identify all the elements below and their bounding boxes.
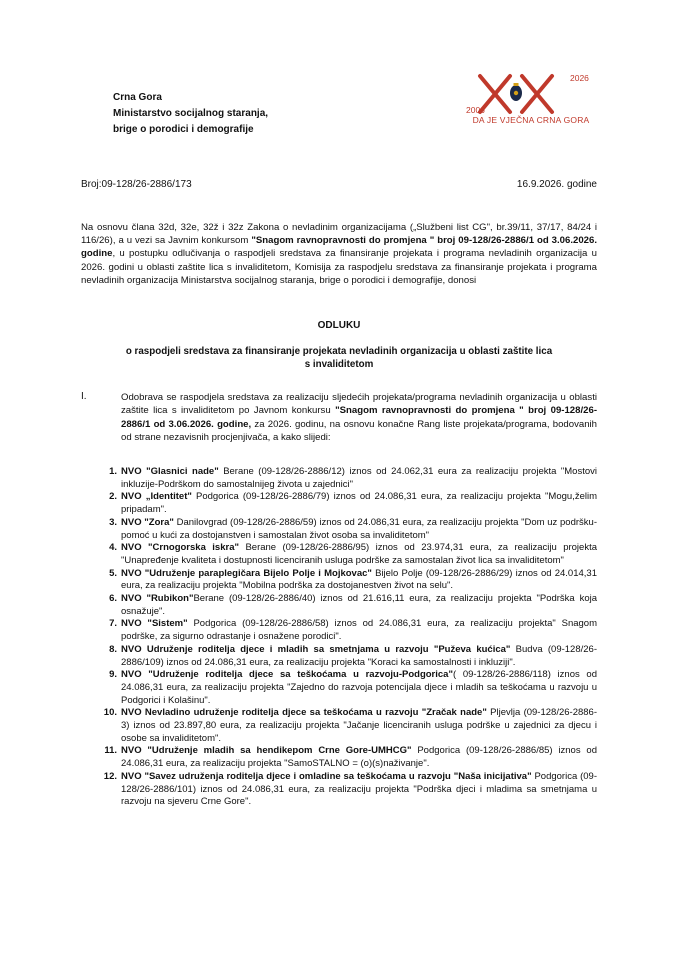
item-number: 11. xyxy=(104,745,117,757)
logo-year-end: 2026 xyxy=(570,73,589,83)
item-organization: NVO "Savez udruženja roditelja djece i omladine sa teškoćama u razvoju "Naša inicijativa" xyxy=(121,770,532,782)
header-ministry: Ministarstvo socijalnog staranja, xyxy=(113,108,269,119)
intro-text-cont: , u postupku odlučivanja o raspodjeli sredstava za finansiranje projekata i programa nevladinih organizacija u 2026. godini u oblasti zaštite lica s invaliditetom, Komisija za raspodjelu sredstava za finansiranje projekata i programa nevladinih organizacija Ministarstva socijalnog staranja, brige o porodici i demografije, donosi xyxy=(81,248,597,286)
item-details: Danilovgrad (09-128/26-2886/59) iznos od 24.086,31 eura, za realizaciju projekta "Dom uz podršku- pomoć u kući za dostojanstven i samostalan život osoba sa invaliditetom" xyxy=(121,516,597,541)
item-number: 10. xyxy=(103,707,117,719)
anniversary-logo xyxy=(466,72,596,132)
list-item xyxy=(97,593,597,618)
item-organization: NVO „Identitet" xyxy=(121,491,192,503)
decision-subtitle xyxy=(81,346,597,371)
item-number: 2. xyxy=(109,491,117,503)
item-organization: NVO "Rubikon" xyxy=(121,593,194,605)
decision-title: ODLUKU xyxy=(317,320,361,331)
item-number: 9. xyxy=(109,669,117,681)
section-text-cont: za 2026. godinu, na osnovu konačne Rang liste projekata/programa, bodovanih od strane nezavisnih procjenjivača, a kako slijedi: xyxy=(121,418,598,443)
coat-of-arms-icon xyxy=(510,83,522,101)
item-details: Berane (09-128/26-2886/40) iznos od 21.616,11 eura, za realizaciju projekta "Podrška koja osnažuje". xyxy=(121,593,597,617)
list-item xyxy=(97,644,597,669)
item-organization: NVO "Udruženje mladih sa hendikepom Crne Gore-UMHCG" xyxy=(121,745,412,757)
document-date: 16.9.2026. godine xyxy=(516,179,597,190)
section-competition-ref: "Snagom ravnopravnosti do promjena " broj 09-128/26-2886/1 od 3.06.2026. godine, xyxy=(121,405,598,430)
item-details: Podgorica (09-128/26-2886/58) iznos od 24.086,31 eura, za realizaciju projekta" Snagom podrške, za sigurno odrastanje i osnažene porodici". xyxy=(121,618,598,643)
item-details: Podgorica (09-128/26-2886/101) iznos od 24.086,31 eura, za realizaciju projekta "Podrška djeci i mladima sa smetnjama u razvoju na sjeveru Crne Gore". xyxy=(121,770,597,808)
intro-text: Na osnovu člana 32d, 32e, 32ž i 32z Zakona o nevladinim organizacijama („Službeni list CG", br.39/11, 37/17, 84/24 i 116/26), a u vezi sa Javnim konkursom xyxy=(81,222,597,247)
list-item xyxy=(97,466,597,491)
item-number: 1. xyxy=(109,466,117,477)
item-organization: NVO "Zora" xyxy=(121,516,174,528)
list-item xyxy=(97,745,597,770)
item-details: Pljevlja (09-128/26-2886-3) iznos od 23.897,80 eura, za realizaciju projekta "Jačanje licenciranih usluga podrške u zajednici za djecu i osobe sa invaliditetom". xyxy=(121,707,597,744)
subtitle-line: o raspodjeli sredstava za finansiranje projekata nevladinih organizacija u oblasti zaštite lica xyxy=(125,346,553,357)
section-paragraph xyxy=(121,391,597,444)
intro-competition-ref: "Snagom ravnopravnosti do promjena " broj 09-128/26-2886/1 od 3.06.2026. godine xyxy=(81,235,597,260)
section-number: I. xyxy=(81,391,87,402)
item-organization: NVO "Udruženje paraplegičara Bijelo Polje i Mojkovac" xyxy=(121,567,372,579)
intro-paragraph xyxy=(81,221,597,287)
ministry-header xyxy=(113,90,268,138)
item-organization: NVO "Crnogorska iskra" xyxy=(121,542,239,554)
list-item xyxy=(97,517,597,542)
list-item xyxy=(97,542,597,567)
item-organization: NVO Udruženje roditelja djece i mladih sa smetnjama u razvoju "Puževa kućica" xyxy=(121,643,511,655)
subtitle-line: s invaliditetom xyxy=(304,358,374,370)
item-number: 6. xyxy=(109,593,117,605)
item-number: 7. xyxy=(109,618,117,630)
item-details: Podgorica (09-128/26-2886/79) iznos od 24.086,31 eura, za realizaciju projekta "Mogu,želim pripadam". xyxy=(121,491,597,516)
item-organization: NVO "Udruženje roditelja djece sa teškoćama u razvoju-Podgorica" xyxy=(121,669,453,681)
header-ministry-cont: brige o porodici i demografije xyxy=(113,124,254,135)
item-details: Budva (09-128/26-2886/109) iznos od 24.086,31 eura, za realizaciju projekta "Koraci ka samostalnosti i inkluziji". xyxy=(121,643,597,668)
list-item xyxy=(97,568,597,593)
item-number: 8. xyxy=(109,643,117,655)
section-text: Odobrava se raspodjela sredstava za realizaciju sljedećih projekata/programa nevladinih organizacija u oblasti zaštite lica s invaliditetom po Javnom konkursu xyxy=(121,392,597,417)
list-item xyxy=(97,771,597,809)
item-details: Bijelo Polje (09-128/26-2886/29) iznos od 24.014,31 eura, za realizaciju projekta "Mobilna podrška za dostojanestven život na selu". xyxy=(121,567,597,592)
allocation-list xyxy=(97,466,597,809)
item-details: Berane (09-128/26-2886/12) iznos od 24.062,31 eura za realizaciju projekta "Mostovi inkluzije-Podrškom do samostalnijeg života u zajednici" xyxy=(121,466,597,490)
item-details: Berane (09-128/26-2886/95) iznos od 23.974,31 eura, za realizaciju projekta "Unapređenje kvaliteta i dostupnosti licenciranih usluga podrške za samostalan život lica sa invaliditetom" xyxy=(121,542,597,566)
item-details: Podgorica (09-128/26-2886/85) iznos od 24.086,31 eura, za realizaciju projekta "SamoSTALNO = (o)(s)naživanje". xyxy=(121,745,597,770)
list-item xyxy=(97,707,597,745)
item-number: 12. xyxy=(103,770,117,782)
item-number: 5. xyxy=(109,567,117,579)
item-organization: NVO "Sistem" xyxy=(121,618,188,630)
item-organization: NVO "Glasnici nade" xyxy=(121,466,219,477)
anniversary-logo-graphic xyxy=(466,72,596,116)
logo-caption: DA JE VJEČNA CRNA GORA xyxy=(472,115,590,125)
item-details: ( 09-128/26-2886/118) iznos od 24.086,31 eura, za realizaciju projekta "Zajedno do razvoja potencijala djece i mladih sa teškoćama u razvoju u Podgorici i Kolašinu". xyxy=(121,669,597,706)
logo-year-start: 2006 xyxy=(466,105,485,115)
item-number: 3. xyxy=(109,516,117,528)
list-item xyxy=(97,618,597,643)
item-organization: NVO Nevladino udruženje roditelja djece sa teškoćama u razvoju "Zračak nade" xyxy=(121,707,487,719)
list-item xyxy=(97,669,597,707)
document-number: Broj:09-128/26-2886/173 xyxy=(81,179,192,190)
header-country: Crna Gora xyxy=(113,92,162,103)
document-meta xyxy=(81,179,597,190)
item-number: 4. xyxy=(109,542,117,554)
list-item xyxy=(97,491,597,516)
